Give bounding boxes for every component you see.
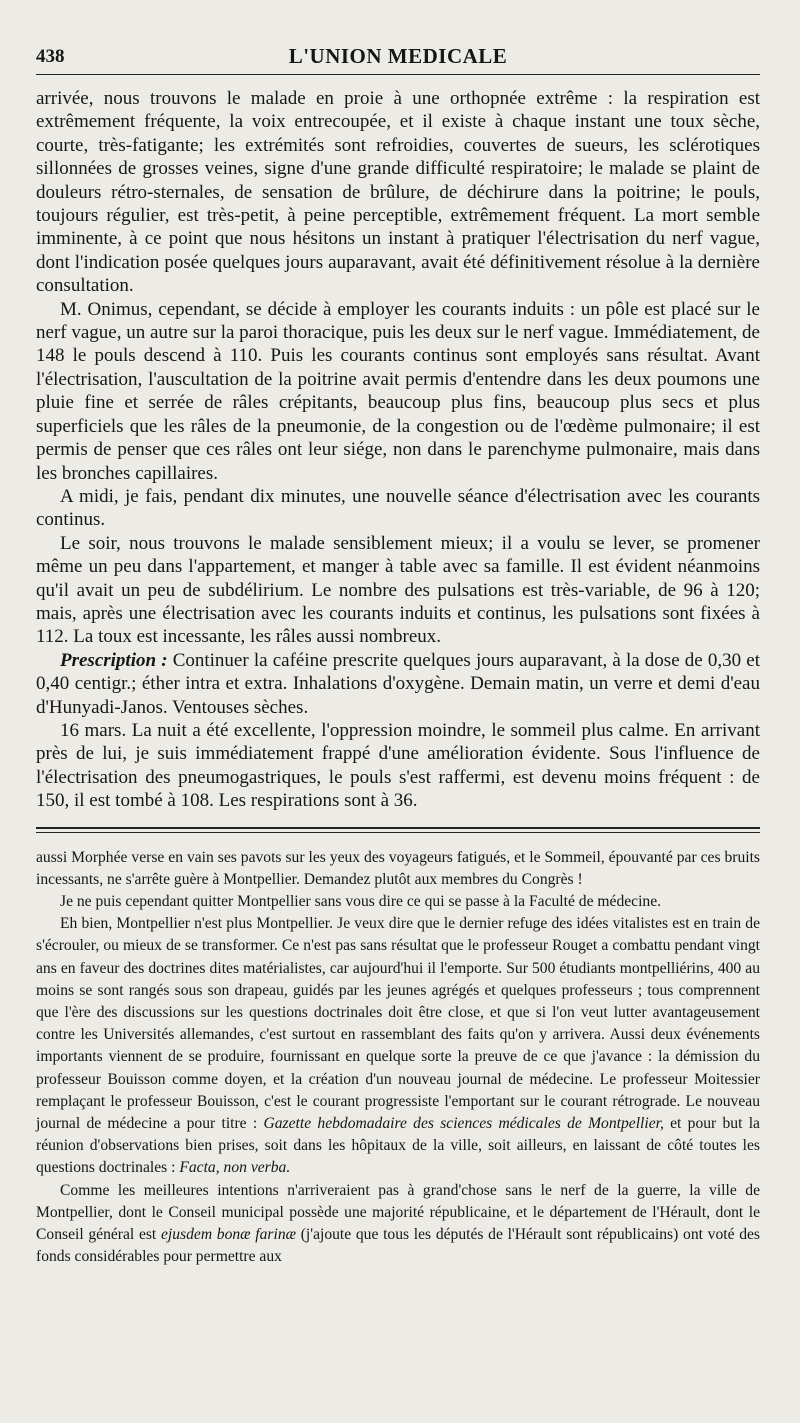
- paragraph: Je ne puis cependant quitter Montpellier sans vous dire ce qui se passe à la Faculté de médecine.: [60, 893, 662, 910]
- text-run: Eh bien, Montpellier n'est plus Montpellier. Je veux dire que le dernier refuge des idées vitalistes est en train de s'écrouler, ou mieux de se transformer. Ce n'est pas sans résultat que le professeur Rouget a combattu pendant vingt ans en faveur des doctrines dites matérialistes, car aujourd'hui il l'emporte. Sur 500 étudiants montpelliérins, 400 au moins se sont rangés sous son drapeau, guidés par les jeunes agrégés et quelques professeurs ; tous comprennent que l'ère des discussions sur les questions doctrinales doit être close, et que si l'on veut lutter avantageusement contre les Universités allemandes, c'est surtout en rassemblant des faits qu'on y arrivera. Aussi deux événements importants viennent de se produire, fournissant en quelque sorte la preuve de ce que j'avance : la démission du professeur Bouisson comme doyen, et la création d'un nouveau journal de médecine. Le professeur Moitessier remplaçant le professeur Bouisson, c'est le courant progressiste l'emportant sur le courant rétrograde. Le nouveau journal de médecine a pour titre :: [36, 915, 760, 1133]
- paragraph: Le soir, nous trouvons le malade sensiblement mieux; il a voulu se lever, se promener même un peu dans l'appartement, et manger à table avec sa famille. Il est évident néanmoins qu'il avait un peu de subdélirium. Le nombre des pulsations est très-variable, de 96 à 120; mais, après une électrisation avec les courants induits et continus, les pulsations sont fixées à 112. La toux est incessante, les râles aussi nombreux.: [36, 532, 760, 648]
- journal-title: Gazette hebdomadaire des sciences médicales de Montpellier,: [263, 1115, 664, 1133]
- main-article-text: [36, 87, 760, 813]
- prescription-label: Prescription :: [60, 649, 168, 671]
- feuilleton-divider: [36, 827, 760, 833]
- latin-phrase: ejusdem bonæ farinæ: [160, 1226, 297, 1244]
- text-run: et pour but la réunion d'observations bien prises, soit dans les hôpitaux de la ville, soit ailleurs, en laissant de côté toutes les questions doctrinales :: [36, 1115, 760, 1177]
- motto: Facta, non verba.: [179, 1159, 291, 1177]
- text-run: Comme les meilleures intentions n'arriveraient pas à grand'chose sans le nerf de la guerre, la ville de Montpellier, dont le Conseil municipal possède une majorité républicaine, et le département de l'Hérault, dont le Conseil général est: [36, 1181, 760, 1244]
- paragraph: arrivée, nous trouvons le malade en proie à une orthopnée extrême : la respiration est extrêmement fréquente, la voix entrecoupée, et il existe à chaque instant une toux sèche, courte, très-fatigante; les extrémités sont refroidies, couvertes de sueurs, les sclérotiques sillonnées de grosses veines, signe d'une grande difficulté respiratoire; le malade se plaint de douleurs rétro-sternales, de sensation de brûlure, de déchirure dans la poitrine; le pouls, toujours régulier, est très-petit, à peine perceptible, extrêmement fréquent. La mort semble imminente, à ce point que nous hésitons un instant à pratiquer l'électrisation du nerf vague, dont l'indication posée quelques jours auparavant, avait été définitivement résolue à la dernière consultation.: [36, 88, 760, 297]
- text-run: (j'ajoute que tous les députés de l'Hérault sont républicains) ont voté des fonds considérables pour permettre aux: [36, 1226, 760, 1266]
- paragraph: 16 mars. La nuit a été excellente, l'oppression moindre, le sommeil plus calme. En arrivant près de lui, je suis immédiatement frappé d'une amélioration évidente. Sous l'influence de l'électrisation des pneumogastriques, le pouls s'est raffermi, est devenu moins fréquent : de 150, il est tombé à 108. Les respirations sont à 36.: [36, 719, 760, 812]
- running-head: L'UNION MEDICALE: [288, 44, 508, 68]
- paragraph: [36, 1180, 760, 1269]
- paragraph: [36, 913, 760, 1179]
- feuilleton-text: [36, 847, 760, 1269]
- prescription-paragraph: [36, 649, 760, 719]
- paragraph: aussi Morphée verse en vain ses pavots sur les yeux des voyageurs fatigués, et le Sommeil, épouvanté par ces bruits incessants, ne s'arrête guère à Montpellier. Demandez plutôt aux membres du Congrès !: [36, 848, 760, 888]
- prescription-text: Continuer la caféine prescrite quelques jours auparavant, à la dose de 0,30 et 0,40 centigr.; éther intra et extra. Inhalations d'oxygène. Demain matin, un verre et demi d'eau d'Hunyadi-Janos. Ventouses sèches.: [36, 649, 760, 718]
- paragraph: M. Onimus, cependant, se décide à employer les courants induits : un pôle est placé sur le nerf vague, un autre sur la paroi thoracique, puis les deux sur le nerf vague. Immédiatement, de 148 le pouls descend à 110. Puis les courants continus sont employés sans résultat. Avant l'électrisation, l'auscultation de la poitrine avait permis d'entendre dans les deux poumons une pluie fine et serrée de râles crépitants, beaucoup plus fins, beaucoup plus secs et plus superficiels que les râles de la pneumonie, de la congestion ou de l'œdème pulmonaire; il est permis de penser que ces râles ont leur siége, non dans le parenchyme pulmonaire, mais dans les bronches capillaires.: [36, 298, 760, 484]
- paragraph: A midi, je fais, pendant dix minutes, une nouvelle séance d'électrisation avec les courants continus.: [36, 485, 760, 531]
- page-header: [36, 44, 760, 75]
- page-number: 438: [36, 46, 65, 67]
